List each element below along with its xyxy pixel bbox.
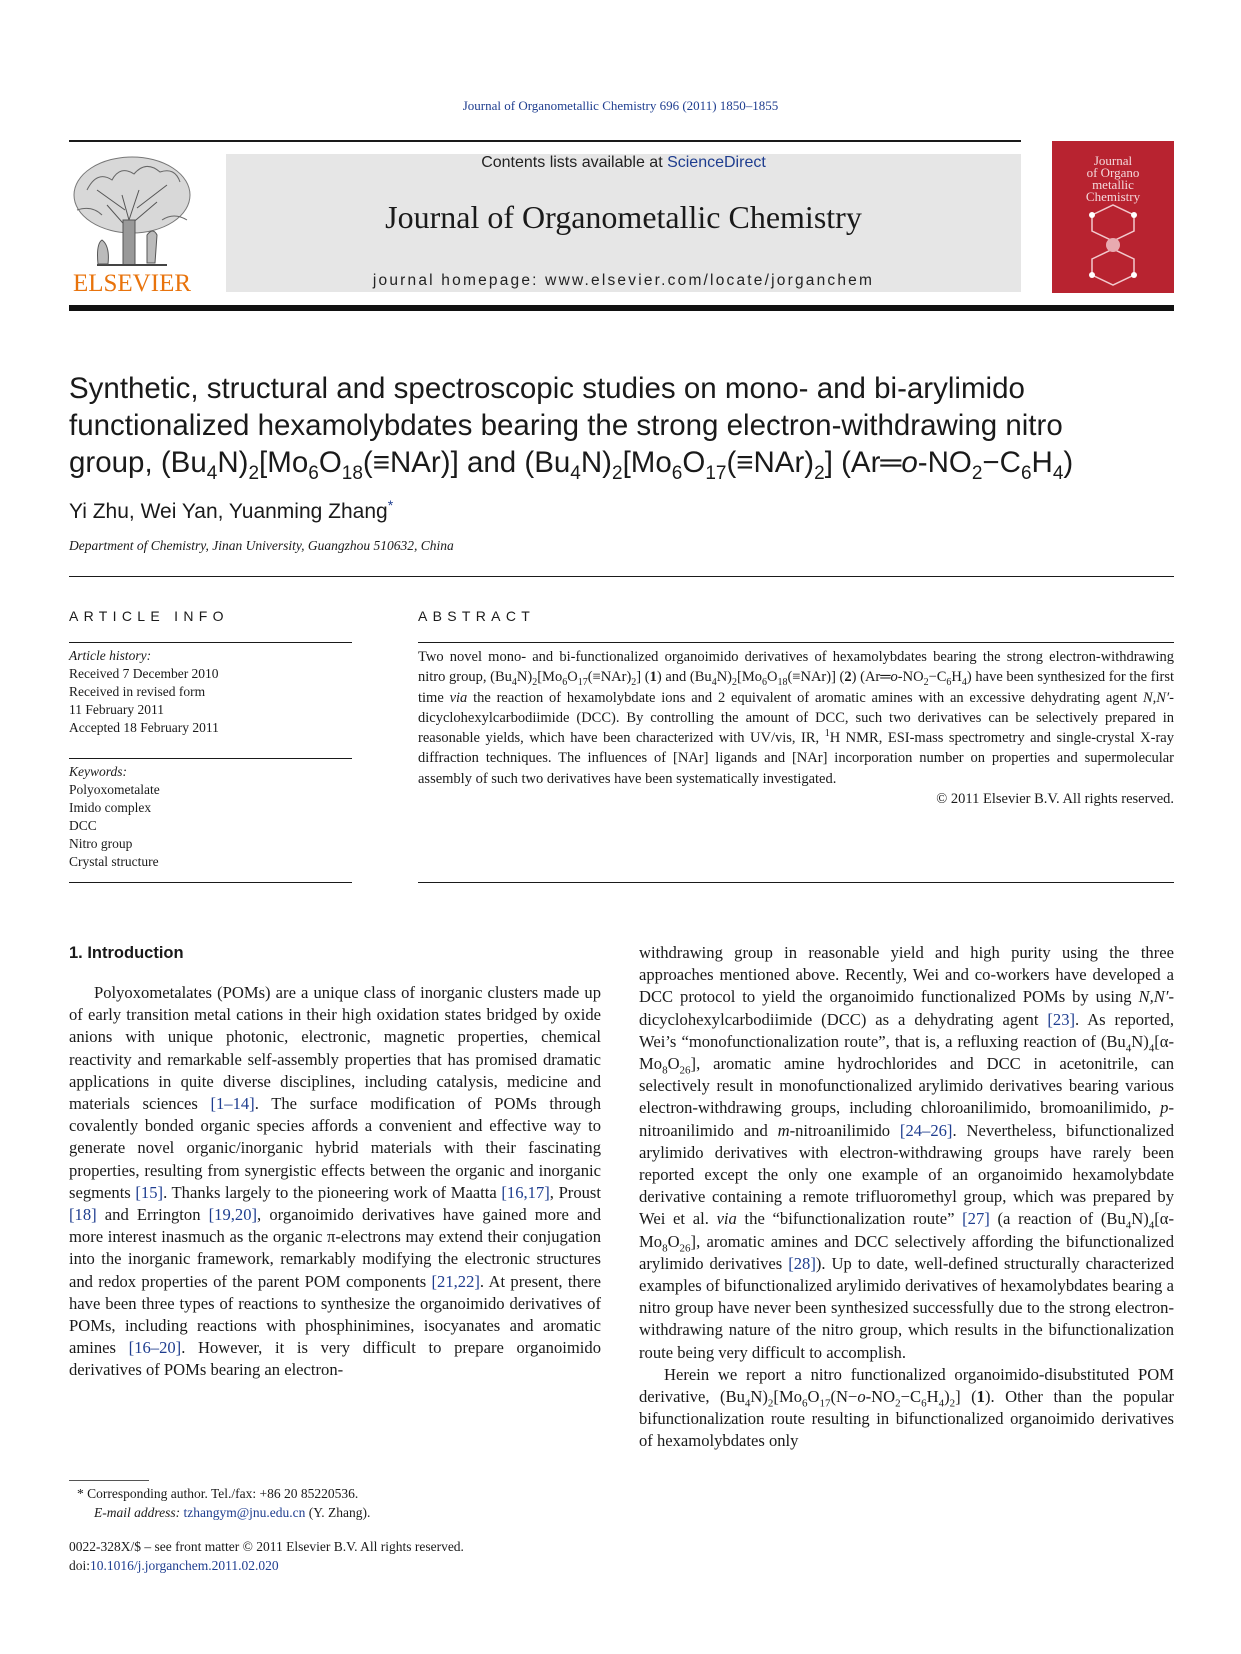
citation-link[interactable]: [27] <box>962 1209 990 1229</box>
article-info-rule <box>69 758 352 759</box>
cover-title <box>1052 155 1174 203</box>
keywords <box>69 763 352 871</box>
cover-title-line: Journal <box>1093 153 1133 168</box>
citation-link[interactable]: [21,22] <box>431 1271 480 1291</box>
title-line: group, $(Bu_4N)_2[Mo_6O_{18}(\equiv NAr)]$ and $(Bu_4N)_2[Mo_6O_{17}(\equiv NAr)_2]$ $(Ar═o-NO_2-C_6H_4)$ <box>69 446 1074 484</box>
contents-prefix: Contents lists available at <box>481 154 668 171</box>
corresponding-author-mark[interactable]: * <box>387 497 394 513</box>
keyword-item: Polyoxometalate <box>69 782 160 797</box>
cover-title-line: Chemistry <box>1085 189 1141 204</box>
intro-column-left: Polyoxometalates (POMs) are a unique class of inorganic clusters made up of early transition metal cations in their high oxidation states bridged by oxide anions with unique photonic, electronic, magnetic properties, chemical reactivity and remarkable self-assembly properties that has promised dramatic applications in quite diverse disciplines, including catalysis, medicine and materials sciences [1–14]. The surface modification of POMs through covalently bonded organic species affords a convenient and effective way to generate novel organic/inorganic hybrid materials with their fascinating properties, resulting from synergistic effects between the organic and inorganic segments [15]. Thanks largely to the pioneering work of Maatta [16,17], Proust [18] and Errington [19,20], organoimido derivatives have gained more and more interest inasmuch as the organic π-electrons may extend their conjugation into the inorganic framework, remarkably modifying the electronic structures and redox properties of the parent POM components [21,22]. At present, there have been three types of reactions to synthesize the organoimido derivatives of POMs, including reactions with phosphinimines, isocyanates and aromatic amines [16–20]. However, it is very difficult to prepare organoimido derivatives of POMs bearing an electron- <box>69 983 601 1380</box>
doi-line <box>69 1557 464 1576</box>
abstract-heading: ABSTRACT <box>418 608 536 624</box>
header-thick-rule <box>69 305 1174 311</box>
tree-icon <box>67 150 197 268</box>
email-label: E-mail address: <box>94 1504 184 1520</box>
history-item: Accepted 18 February 2011 <box>69 720 219 735</box>
citation-link[interactable]: [28] <box>788 1253 816 1273</box>
citation-link[interactable]: [18] <box>69 1205 97 1225</box>
citation-link[interactable]: [16–20] <box>128 1338 182 1358</box>
article-title <box>69 370 1179 484</box>
author-names: Yi Zhu, Wei Yan, Yuanming Zhang <box>69 500 388 523</box>
footnote-email <box>69 1504 609 1523</box>
intro-column-right <box>639 942 1174 1453</box>
doi-label: doi: <box>69 1557 91 1573</box>
citation-link[interactable]: [23] <box>1047 1009 1076 1029</box>
journal-reference[interactable]: Journal of Organometallic Chemistry 696 (2011) 1850–1855 <box>462 98 779 113</box>
article-info-rule <box>69 642 352 643</box>
footnote-corresponding: * Corresponding author. Tel./fax: +86 20 85220536. <box>77 1486 359 1501</box>
front-matter <box>69 1538 464 1575</box>
abstract-rule <box>418 642 1174 643</box>
molecule-icon <box>1072 201 1154 289</box>
history-item: Received 7 December 2010 <box>69 666 219 681</box>
email-suffix: (Y. Zhang). <box>305 1504 371 1520</box>
history-label: Article history: <box>69 648 152 663</box>
article-info-heading: ARTICLE INFO <box>69 608 229 624</box>
article-history <box>69 647 352 737</box>
email-link[interactable]: tzhangym@jnu.edu.cn <box>183 1504 306 1520</box>
history-item: 11 February 2011 <box>69 702 164 717</box>
journal-title: Journal of Organometallic Chemistry <box>385 199 862 235</box>
title-line: functionalized hexamolybdates bearing the strong electron-withdrawing nitro <box>69 409 1063 442</box>
citation-link[interactable]: [16,17] <box>501 1182 550 1202</box>
authors <box>69 497 393 524</box>
abstract-rule <box>418 882 1174 883</box>
cover-title-line: of Organo <box>1086 165 1140 180</box>
cover-title-line: metallic <box>1092 177 1134 192</box>
paragraph: withdrawing group in reasonable yield and high purity using the three approaches mentioned above. Recently, Wei and co-workers have developed a DCC protocol to yield the organoimido functionalized POMs by using N,N′-dicyclohexylcarbodiimide (DCC) as a dehydrating agent [23]. As reported, Wei’s “monofunctionalization route”, that is, a refluxing reaction of $(Bu_4N)_4[\alpha-Mo_8O_{26}]$, aromatic amine hydrochlorides and DCC in acetonitrile, can selectively result in monofunctionalized arylimido derivatives bearing various electron-withdrawing groups, including chloroanilimido, bromoanilimido, p-nitroanilimido and m-nitroanilimido [24–26]. Nevertheless, bifunctionalized arylimido derivatives with electron-withdrawing groups have rarely been reported except the only one example of an organoimido hexamolybdate derivative containing a remote trifluoromethyl group, which was prepared by Wei et al. via the “bifunctionalization route” [27] (a reaction of $(Bu_4N)_4[\alpha-Mo_8O_{26}]$, aromatic amines and DCC selectively affording the bifunctionalized arylimido derivatives [28]). Up to date, well-defined structurally characterized examples of bifunctionalized arylimido derivatives of hexamolybdates bearing a nitro group have never been synthesized successfully due to the strong electron-withdrawing nature of the nitro group, which results in the bifunctionalization route being very difficult to accomplish. <box>639 943 1174 1362</box>
affiliation: Department of Chemistry, Jinan University, Guangzhou 510632, China <box>69 538 454 553</box>
footnote-rule <box>69 1480 149 1481</box>
sciencedirect-link[interactable]: ScienceDirect <box>667 154 766 171</box>
footnote <box>69 1485 609 1522</box>
journal-homepage[interactable]: journal homepage: www.elsevier.com/locate/jorganchem <box>372 272 875 289</box>
article-info-rule <box>69 882 352 883</box>
keyword-item: Imido complex <box>69 800 152 815</box>
header-top-rule <box>69 140 1021 142</box>
citation-link[interactable]: [24–26] <box>899 1120 953 1140</box>
section-rule <box>69 576 1174 577</box>
keywords-label: Keywords: <box>69 764 127 779</box>
introduction-heading: 1. Introduction <box>69 944 184 962</box>
journal-banner <box>226 154 1021 292</box>
title-line: Synthetic, structural and spectroscopic studies on mono- and bi-arylimido <box>69 372 1025 405</box>
keyword-item: DCC <box>69 818 97 833</box>
paragraph: Herein we report a nitro functionalized organoimido-disubstituted POM derivative, $(Bu_4N)_2[Mo_6O_{17}(N-o-NO_2-C_6H_4)_2]$ (1). Other than the popular bifunctionalization route resulting in bifunctionalized organoimido derivatives of hexamolybdates only <box>639 1364 1174 1451</box>
abstract-body: Two novel mono- and bi-functionalized organoimido derivatives of hexamolybdates bearing the strong electron-withdrawing nitro group, $(Bu_4N)_2[Mo_6O_{17}(\equiv NAr)_2]$ (1) and $(Bu_4N)_2[Mo_6O_{18}(\equiv NAr)]$ (2) $(Ar═o-NO_2-C_6H_4)$ have been synthesized for the first time via the reaction of hexamolybdate ions and 2 equivalent of aromatic amines with an excessive dehydrating agent N,N′-dicyclohexylcarbodiimide (DCC). By controlling the amount of DCC, such two derivatives can be selectively prepared in reasonable yields, which have been characterized with UV/vis, IR, $^1$H NMR, ESI-mass spectrometry and single-crystal X-ray diffraction techniques. The influences of [NAr] ligands and [NAr] incorporation number on properties and supermolecular assembly of such two derivatives have been systematically investigated. © 2011 Elsevier B.V. All rights reserved. <box>418 647 1174 809</box>
elsevier-wordmark: ELSEVIER <box>72 270 192 297</box>
keyword-item: Crystal structure <box>69 854 159 869</box>
history-item: Received in revised form <box>69 684 206 699</box>
contents-line <box>226 154 1021 172</box>
front-matter-line: 0022-328X/$ – see front matter © 2011 Elsevier B.V. All rights reserved. <box>69 1539 464 1554</box>
citation-link[interactable]: [15] <box>135 1182 164 1202</box>
citation-link[interactable]: [1–14] <box>210 1094 255 1114</box>
copyright-notice: © 2011 Elsevier B.V. All rights reserved. <box>936 791 1174 808</box>
citation-link[interactable]: [19,20] <box>208 1205 258 1225</box>
doi-link[interactable]: 10.1016/j.jorganchem.2011.02.020 <box>90 1557 279 1573</box>
journal-cover <box>1052 141 1174 293</box>
elsevier-logo <box>67 150 197 298</box>
keyword-item: Nitro group <box>69 836 133 851</box>
